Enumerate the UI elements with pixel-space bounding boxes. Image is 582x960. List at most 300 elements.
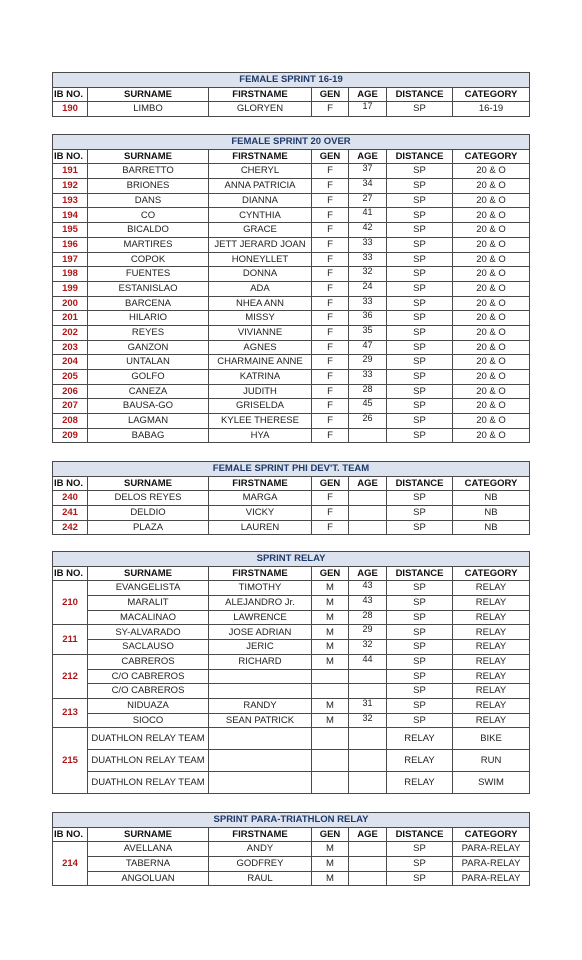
age-cell: 36	[349, 311, 387, 326]
age-cell: 34	[349, 179, 387, 194]
category-cell: PARA-RELAY	[453, 842, 530, 857]
category-cell: RELAY	[453, 581, 530, 596]
firstname-cell: DIANNA	[209, 193, 312, 208]
table-row	[53, 179, 530, 194]
category-cell: 20 & O	[453, 164, 530, 179]
firstname-cell: MARGA	[209, 491, 312, 506]
firstname-cell: ANDY	[209, 842, 312, 857]
col-header-bib: IB NO.	[53, 149, 88, 164]
firstname-cell: RICHARD	[209, 654, 312, 669]
distance-cell: SP	[387, 581, 453, 596]
table-row	[53, 102, 530, 117]
firstname-cell	[209, 728, 312, 750]
age-cell	[349, 669, 387, 684]
bib-number: 202	[53, 325, 88, 340]
surname-cell: BRIONES	[88, 179, 209, 194]
section-table-female-sprint-16-19	[52, 72, 530, 117]
firstname-cell: VIVIANNE	[209, 325, 312, 340]
category-cell: 20 & O	[453, 252, 530, 267]
age-cell: 47	[349, 340, 387, 355]
distance-cell: SP	[387, 267, 453, 282]
table-row	[53, 252, 530, 267]
table-row	[53, 625, 530, 640]
surname-cell: BICALDO	[88, 223, 209, 238]
section-body	[53, 491, 530, 535]
col-header-gen: GEN	[312, 87, 349, 102]
table-row	[53, 491, 530, 506]
age-cell: 17	[349, 102, 387, 117]
surname-cell: DUATHLON RELAY TEAM	[88, 728, 209, 750]
col-header-surname: SURNAME	[88, 566, 209, 581]
age-cell	[349, 684, 387, 699]
gen-cell: F	[312, 399, 349, 414]
surname-cell: DANS	[88, 193, 209, 208]
table-row	[53, 237, 530, 252]
surname-cell: C/O CABREROS	[88, 684, 209, 699]
table-row	[53, 340, 530, 355]
category-cell: 20 & O	[453, 237, 530, 252]
age-cell: 33	[349, 370, 387, 385]
gen-cell: M	[312, 698, 349, 713]
surname-cell: UNTALAN	[88, 355, 209, 370]
gen-cell: M	[312, 596, 349, 611]
age-cell: 43	[349, 581, 387, 596]
gen-cell: F	[312, 252, 349, 267]
category-cell: PARA-RELAY	[453, 857, 530, 872]
category-cell: NB	[453, 491, 530, 506]
section-title: FEMALE SPRINT 20 OVER	[53, 135, 530, 150]
surname-cell: TABERNA	[88, 857, 209, 872]
bib-number: 196	[53, 237, 88, 252]
section-table-sprint-relay	[52, 551, 530, 794]
firstname-cell: AGNES	[209, 340, 312, 355]
bib-number: 215	[53, 728, 88, 794]
distance-cell: SP	[387, 193, 453, 208]
bib-number: 210	[53, 581, 88, 625]
surname-cell: AVELLANA	[88, 842, 209, 857]
firstname-cell: GLORYEN	[209, 102, 312, 117]
col-header-category: CATEGORY	[453, 566, 530, 581]
age-cell	[349, 506, 387, 521]
age-cell: 41	[349, 208, 387, 223]
firstname-cell: SEAN PATRICK	[209, 713, 312, 728]
col-header-surname: SURNAME	[88, 87, 209, 102]
firstname-cell: MISSY	[209, 311, 312, 326]
section-table-female-sprint-20-over	[52, 134, 530, 443]
col-header-surname: SURNAME	[88, 476, 209, 491]
gen-cell: F	[312, 311, 349, 326]
gen-cell: F	[312, 520, 349, 535]
category-cell: 20 & O	[453, 193, 530, 208]
category-cell: 16-19	[453, 102, 530, 117]
distance-cell: SP	[387, 640, 453, 655]
gen-cell: M	[312, 857, 349, 872]
col-header-firstname: FIRSTNAME	[209, 87, 312, 102]
surname-cell: EVANGELISTA	[88, 581, 209, 596]
distance-cell: RELAY	[387, 750, 453, 772]
section-body	[53, 842, 530, 886]
category-cell: RUN	[453, 750, 530, 772]
distance-cell: SP	[387, 311, 453, 326]
col-header-distance: DISTANCE	[387, 87, 453, 102]
age-cell: 43	[349, 596, 387, 611]
table-row	[53, 311, 530, 326]
gen-cell: M	[312, 842, 349, 857]
gen-cell	[312, 772, 349, 794]
gen-cell	[312, 728, 349, 750]
table-row	[53, 772, 530, 794]
age-cell: 33	[349, 296, 387, 311]
gen-cell: F	[312, 384, 349, 399]
firstname-cell: JOSE ADRIAN	[209, 625, 312, 640]
section-title: FEMALE SPRINT PHI DEV'T. TEAM	[53, 462, 530, 477]
firstname-cell: KYLEE THERESE	[209, 414, 312, 429]
table-row	[53, 713, 530, 728]
surname-cell: ESTANISLAO	[88, 281, 209, 296]
surname-cell: BARRETTO	[88, 164, 209, 179]
col-header-firstname: FIRSTNAME	[209, 476, 312, 491]
surname-cell: CABREROS	[88, 654, 209, 669]
category-cell: 20 & O	[453, 296, 530, 311]
surname-cell: SY-ALVARADO	[88, 625, 209, 640]
col-header-bib: IB NO.	[53, 476, 88, 491]
table-row	[53, 640, 530, 655]
surname-cell: MARALIT	[88, 596, 209, 611]
table-row	[53, 610, 530, 625]
gen-cell: F	[312, 179, 349, 194]
distance-cell: SP	[387, 857, 453, 872]
gen-cell: F	[312, 281, 349, 296]
distance-cell: SP	[387, 871, 453, 886]
gen-cell	[312, 684, 349, 699]
category-cell: RELAY	[453, 654, 530, 669]
category-cell: 20 & O	[453, 208, 530, 223]
surname-cell: CO	[88, 208, 209, 223]
col-header-category: CATEGORY	[453, 476, 530, 491]
table-row	[53, 414, 530, 429]
col-header-age: AGE	[349, 566, 387, 581]
table-row	[53, 728, 530, 750]
category-cell: RELAY	[453, 698, 530, 713]
col-header-distance: DISTANCE	[387, 566, 453, 581]
age-cell: 44	[349, 654, 387, 669]
gen-cell: F	[312, 237, 349, 252]
category-cell: 20 & O	[453, 281, 530, 296]
bib-number: 205	[53, 370, 88, 385]
firstname-cell: TIMOTHY	[209, 581, 312, 596]
section-title: SPRINT RELAY	[53, 552, 530, 567]
table-row	[53, 669, 530, 684]
bib-number: 204	[53, 355, 88, 370]
col-header-gen: GEN	[312, 149, 349, 164]
category-cell: 20 & O	[453, 340, 530, 355]
bib-number: 199	[53, 281, 88, 296]
table-row	[53, 325, 530, 340]
distance-cell: SP	[387, 654, 453, 669]
table-row	[53, 684, 530, 699]
table-row	[53, 223, 530, 238]
bib-number: 200	[53, 296, 88, 311]
gen-cell: F	[312, 267, 349, 282]
gen-cell: M	[312, 654, 349, 669]
table-row	[53, 506, 530, 521]
col-header-gen: GEN	[312, 566, 349, 581]
section-body	[53, 102, 530, 117]
category-cell: PARA-RELAY	[453, 871, 530, 886]
table-row	[53, 428, 530, 443]
table-row	[53, 654, 530, 669]
firstname-cell: LAWRENCE	[209, 610, 312, 625]
section-body	[53, 581, 530, 794]
distance-cell: SP	[387, 506, 453, 521]
firstname-cell: GODFREY	[209, 857, 312, 872]
table-row	[53, 355, 530, 370]
firstname-cell: VICKY	[209, 506, 312, 521]
age-cell: 33	[349, 252, 387, 267]
category-cell: BIKE	[453, 728, 530, 750]
col-header-firstname: FIRSTNAME	[209, 149, 312, 164]
category-cell: RELAY	[453, 684, 530, 699]
gen-cell: F	[312, 102, 349, 117]
col-header-age: AGE	[349, 149, 387, 164]
age-cell: 42	[349, 223, 387, 238]
firstname-cell: RAUL	[209, 871, 312, 886]
firstname-cell	[209, 772, 312, 794]
age-cell	[349, 491, 387, 506]
col-header-age: AGE	[349, 87, 387, 102]
bib-number: 191	[53, 164, 88, 179]
bib-number: 195	[53, 223, 88, 238]
distance-cell: SP	[387, 491, 453, 506]
gen-cell: F	[312, 223, 349, 238]
category-cell: RELAY	[453, 640, 530, 655]
table-row	[53, 267, 530, 282]
bib-number: 193	[53, 193, 88, 208]
surname-cell: FUENTES	[88, 267, 209, 282]
firstname-cell: ALEJANDRO Jr.	[209, 596, 312, 611]
col-header-category: CATEGORY	[453, 87, 530, 102]
gen-cell	[312, 669, 349, 684]
age-cell	[349, 428, 387, 443]
firstname-cell: CHERYL	[209, 164, 312, 179]
gen-cell	[312, 750, 349, 772]
bib-number: 203	[53, 340, 88, 355]
gen-cell: F	[312, 491, 349, 506]
age-cell: 29	[349, 625, 387, 640]
gen-cell: F	[312, 370, 349, 385]
surname-cell: LAGMAN	[88, 414, 209, 429]
col-header-distance: DISTANCE	[387, 476, 453, 491]
distance-cell: RELAY	[387, 772, 453, 794]
gen-cell: F	[312, 325, 349, 340]
table-row	[53, 596, 530, 611]
table-row	[53, 296, 530, 311]
bib-number: 197	[53, 252, 88, 267]
distance-cell: SP	[387, 325, 453, 340]
gen-cell: F	[312, 208, 349, 223]
col-header-gen: GEN	[312, 827, 349, 842]
bib-number: 194	[53, 208, 88, 223]
category-cell: RELAY	[453, 713, 530, 728]
bib-number: 241	[53, 506, 88, 521]
category-cell: 20 & O	[453, 414, 530, 429]
col-header-surname: SURNAME	[88, 149, 209, 164]
distance-cell: SP	[387, 252, 453, 267]
firstname-cell: KATRINA	[209, 370, 312, 385]
distance-cell: SP	[387, 208, 453, 223]
bib-number: 192	[53, 179, 88, 194]
firstname-cell	[209, 750, 312, 772]
surname-cell: DUATHLON RELAY TEAM	[88, 772, 209, 794]
distance-cell: SP	[387, 520, 453, 535]
table-row	[53, 164, 530, 179]
section-table-female-sprint-phi-devt-team	[52, 461, 530, 535]
surname-cell: DUATHLON RELAY TEAM	[88, 750, 209, 772]
distance-cell: SP	[387, 610, 453, 625]
firstname-cell: GRACE	[209, 223, 312, 238]
table-row	[53, 281, 530, 296]
gen-cell: F	[312, 414, 349, 429]
gen-cell: F	[312, 296, 349, 311]
surname-cell: NIDUAZA	[88, 698, 209, 713]
age-cell: 27	[349, 193, 387, 208]
surname-cell: SACLAUSO	[88, 640, 209, 655]
table-row	[53, 871, 530, 886]
section-body	[53, 164, 530, 443]
surname-cell: DELOS REYES	[88, 491, 209, 506]
category-cell: 20 & O	[453, 384, 530, 399]
surname-cell: ANGOLUAN	[88, 871, 209, 886]
category-cell: 20 & O	[453, 311, 530, 326]
age-cell: 37	[349, 164, 387, 179]
table-row	[53, 399, 530, 414]
firstname-cell: ADA	[209, 281, 312, 296]
table-row	[53, 750, 530, 772]
age-cell: 29	[349, 355, 387, 370]
category-cell: 20 & O	[453, 223, 530, 238]
age-cell: 35	[349, 325, 387, 340]
bib-number: 242	[53, 520, 88, 535]
category-cell: SWIM	[453, 772, 530, 794]
age-cell	[349, 520, 387, 535]
age-cell	[349, 871, 387, 886]
bib-number: 207	[53, 399, 88, 414]
distance-cell: SP	[387, 370, 453, 385]
firstname-cell	[209, 669, 312, 684]
category-cell: 20 & O	[453, 267, 530, 282]
distance-cell: SP	[387, 684, 453, 699]
age-cell: 32	[349, 713, 387, 728]
surname-cell: BABAG	[88, 428, 209, 443]
firstname-cell: HYA	[209, 428, 312, 443]
surname-cell: BAUSA-GO	[88, 399, 209, 414]
table-row	[53, 520, 530, 535]
gen-cell: F	[312, 193, 349, 208]
age-cell: 31	[349, 698, 387, 713]
category-cell: 20 & O	[453, 370, 530, 385]
table-row	[53, 842, 530, 857]
age-cell: 33	[349, 237, 387, 252]
gen-cell: M	[312, 625, 349, 640]
firstname-cell: RANDY	[209, 698, 312, 713]
firstname-cell: JETT JERARD JOAN	[209, 237, 312, 252]
surname-cell: MARTIRES	[88, 237, 209, 252]
firstname-cell: HONEYLLET	[209, 252, 312, 267]
age-cell: 24	[349, 281, 387, 296]
gen-cell: M	[312, 871, 349, 886]
bib-number: 240	[53, 491, 88, 506]
section-title: SPRINT PARA-TRIATHLON RELAY	[53, 813, 530, 828]
table-row	[53, 857, 530, 872]
distance-cell: SP	[387, 842, 453, 857]
age-cell: 28	[349, 610, 387, 625]
bib-number: 214	[53, 842, 88, 886]
distance-cell: SP	[387, 223, 453, 238]
col-header-age: AGE	[349, 476, 387, 491]
bib-number: 213	[53, 698, 88, 727]
surname-cell: MACALINAO	[88, 610, 209, 625]
gen-cell: M	[312, 581, 349, 596]
age-cell	[349, 772, 387, 794]
gen-cell: F	[312, 428, 349, 443]
age-cell: 32	[349, 640, 387, 655]
firstname-cell: CHARMAINE ANNE	[209, 355, 312, 370]
firstname-cell: JUDITH	[209, 384, 312, 399]
distance-cell: SP	[387, 340, 453, 355]
distance-cell: SP	[387, 698, 453, 713]
distance-cell: SP	[387, 596, 453, 611]
gen-cell: F	[312, 506, 349, 521]
age-cell: 26	[349, 414, 387, 429]
distance-cell: SP	[387, 669, 453, 684]
table-row	[53, 384, 530, 399]
table-row	[53, 581, 530, 596]
distance-cell: SP	[387, 625, 453, 640]
gen-cell: M	[312, 713, 349, 728]
category-cell: RELAY	[453, 625, 530, 640]
age-cell: 45	[349, 399, 387, 414]
bib-number: 201	[53, 311, 88, 326]
category-cell: NB	[453, 506, 530, 521]
age-cell: 32	[349, 267, 387, 282]
age-cell: 28	[349, 384, 387, 399]
distance-cell: SP	[387, 414, 453, 429]
distance-cell: SP	[387, 384, 453, 399]
distance-cell: SP	[387, 164, 453, 179]
col-header-distance: DISTANCE	[387, 149, 453, 164]
firstname-cell: DONNA	[209, 267, 312, 282]
firstname-cell: JERIC	[209, 640, 312, 655]
distance-cell: SP	[387, 102, 453, 117]
age-cell	[349, 728, 387, 750]
table-row	[53, 698, 530, 713]
distance-cell: SP	[387, 713, 453, 728]
table-row	[53, 193, 530, 208]
surname-cell: BARCENA	[88, 296, 209, 311]
gen-cell: F	[312, 340, 349, 355]
col-header-distance: DISTANCE	[387, 827, 453, 842]
col-header-surname: SURNAME	[88, 827, 209, 842]
surname-cell: C/O CABREROS	[88, 669, 209, 684]
distance-cell: SP	[387, 179, 453, 194]
distance-cell: SP	[387, 237, 453, 252]
col-header-bib: IB NO.	[53, 566, 88, 581]
firstname-cell	[209, 684, 312, 699]
category-cell: 20 & O	[453, 179, 530, 194]
col-header-category: CATEGORY	[453, 149, 530, 164]
surname-cell: HILARIO	[88, 311, 209, 326]
category-cell: RELAY	[453, 610, 530, 625]
